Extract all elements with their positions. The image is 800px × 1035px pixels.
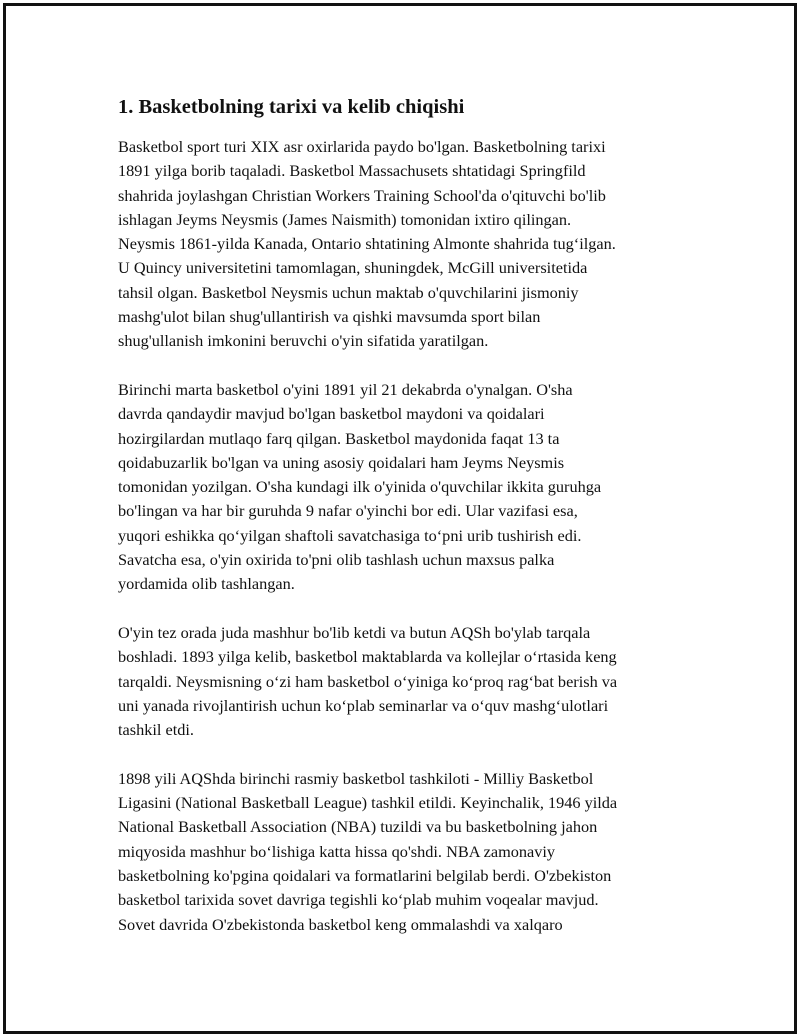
text-line: shug'ullanish imkonini beruvchi o'yin sifatida yaratilgan. bbox=[118, 331, 489, 351]
text-line: Sovet davrida O'zbekistonda basketbol keng ommalashdi va xalqaro bbox=[118, 914, 563, 934]
document-body bbox=[118, 93, 698, 961]
text-line: National Basketball Association (NBA) tuzildi va bu basketbolning jahon bbox=[118, 817, 598, 837]
text-line: O'yin tez orada juda mashhur bo'lib ketdi va butun AQSh bo'ylab tarqala bbox=[118, 622, 591, 642]
text-line: U Quincy universitetini tamomlagan, shuningdek, McGill universitetida bbox=[118, 258, 588, 278]
text-line: bo'lingan va har bir guruhda 9 nafar o'yinchi bor edi. Ular vazifasi esa, bbox=[118, 501, 578, 521]
text-line: miqyosida mashhur bo‘lishiga katta hissa qo'shdi. NBA zamonaviy bbox=[118, 841, 556, 861]
text-line: tomonidan yozilgan. O'sha kundagi ilk o'yinida o'quvchilar ikkita guruhga bbox=[118, 477, 602, 497]
paragraph-1 bbox=[118, 135, 698, 354]
text-line: tarqaldi. Neysmisning o‘zi ham basketbol o‘yiniga ko‘proq rag‘bat berish va bbox=[118, 671, 618, 691]
text-line: ishlagan Jeyms Neysmis (James Naismith) tomonidan ixtiro qilingan. bbox=[118, 209, 572, 229]
paragraph-2 bbox=[118, 378, 698, 597]
text-line: mashg'ulot bilan shug'ullantirish va qishki mavsumda sport bilan bbox=[118, 307, 541, 327]
text-line: Basketbol sport turi XIX asr oxirlarida paydo bo'lgan. Basketbolning tarixi bbox=[118, 137, 606, 156]
text-line: tashkil etdi. bbox=[118, 720, 194, 740]
text-line: yordamida olib tashlangan. bbox=[118, 574, 295, 594]
paragraph-3 bbox=[118, 621, 698, 742]
text-line: basketbolning ko'pgina qoidalari va formatlarini belgilab berdi. O'zbekiston bbox=[118, 865, 612, 885]
text-line: Ligasini (National Basketball League) tashkil etildi. Keyinchalik, 1946 yilda bbox=[118, 793, 618, 813]
text-line: 1898 yili AQShda birinchi rasmiy basketbol tashkiloti - Milliy Basketbol bbox=[118, 768, 594, 788]
text-line: boshladi. 1893 yilga kelib, basketbol maktablarda va kollejlar o‘rtasida keng bbox=[118, 647, 617, 667]
text-line: hozirgilardan mutlaqo farq qilgan. Basketbol maydonida faqat 13 ta bbox=[118, 428, 560, 448]
text-line: Neysmis 1861-yilda Kanada, Ontario shtatining Almonte shahrida tug‘ilgan. bbox=[118, 234, 616, 254]
text-line: Birinchi marta basketbol o'yini 1891 yil 21 dekabrda o'ynalgan. O'sha bbox=[118, 379, 573, 399]
text-line: davrda qandaydir mavjud bo'lgan basketbol maydoni va qoidalari bbox=[118, 404, 545, 424]
text-line: shahrida joylashgan Christian Workers Training School'da o'qituvchi bo'lib bbox=[118, 185, 606, 205]
text-line: qoidabuzarlik bo'lgan va uning asosiy qoidalari ham Jeyms Neysmis bbox=[118, 452, 565, 472]
section-heading: 1. Basketbolning tarixi va kelib chiqishi bbox=[118, 96, 465, 118]
paragraph-4 bbox=[118, 767, 698, 937]
text-line: tahsil olgan. Basketbol Neysmis uchun maktab o'quvchilarini jismoniy bbox=[118, 282, 579, 302]
text-line: yuqori eshikka qo‘yilgan shaftoli savatchasiga to‘pni urib tushirish edi. bbox=[118, 525, 582, 545]
text-line: 1891 yilga borib taqaladi. Basketbol Massachusets shtatidagi Springfild bbox=[118, 161, 586, 181]
text-line: basketbol tarixida sovet davriga tegishli ko‘plab muhim voqealar mavjud. bbox=[118, 890, 599, 910]
text-line: uni yanada rivojlantirish uchun ko‘plab seminarlar va o‘quv mashg‘ulotlari bbox=[118, 695, 609, 715]
text-line: Savatcha esa, o'yin oxirida to'pni olib tashlash uchun maxsus palka bbox=[118, 550, 555, 570]
